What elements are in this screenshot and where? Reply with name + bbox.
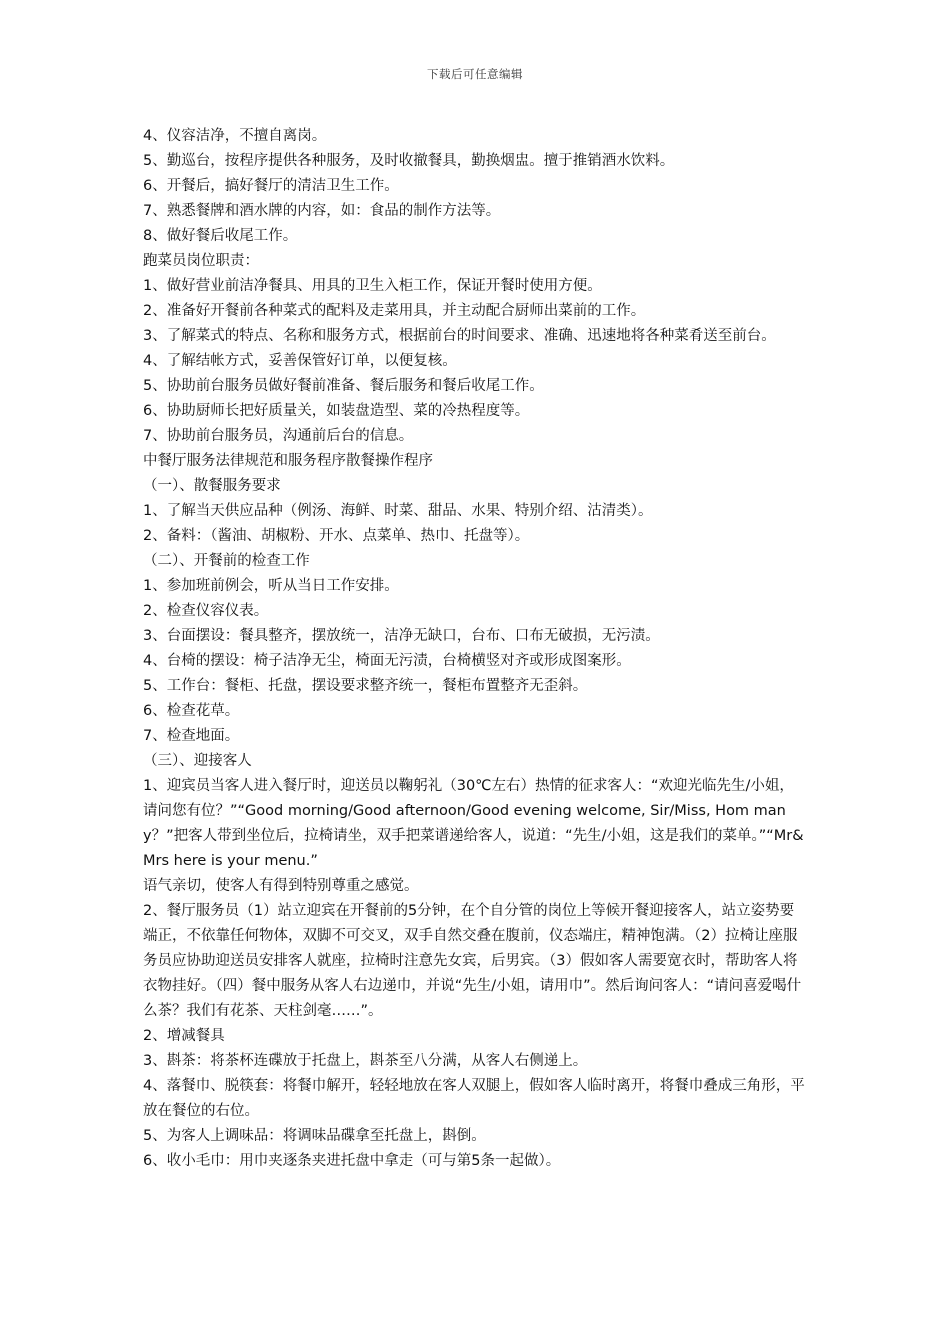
paragraph: 2、备料：（酱油、胡椒粉、开水、点菜单、热巾、托盘等）。: [143, 528, 530, 544]
paragraph: 6、协助厨师长把好质量关，如装盘造型、菜的冷热程度等。: [143, 403, 530, 419]
paragraph: 4、了解结帐方式，妥善保管好订单，以便复核。: [143, 353, 457, 369]
paragraph: 1、做好营业前洁净餐具、用具的卫生入柜工作，保证开餐时使用方便。: [143, 278, 602, 294]
subsection-heading: （三）、迎接客人: [143, 753, 252, 769]
document-body: [143, 124, 807, 1174]
paragraph: 6、收小毛巾：用巾夹逐条夹进托盘中拿走（可与第5条一起做）。: [143, 1153, 561, 1169]
paragraph: 3、斟茶：将茶杯连碟放于托盘上，斟茶至八分满，从客人右侧递上。: [143, 1053, 588, 1069]
paragraph: 7、协助前台服务员，沟通前后台的信息。: [143, 428, 414, 444]
paragraph: 3、了解菜式的特点、名称和服务方式，根据前台的时间要求、准确、迅速地将各种菜肴送至前台。: [143, 328, 776, 344]
subsection-heading: （一）、散餐服务要求: [143, 478, 281, 494]
paragraph: 2、增减餐具: [143, 1028, 225, 1044]
paragraph: 1、参加班前例会，听从当日工作安排。: [143, 578, 399, 594]
paragraph: 2、准备好开餐前各种菜式的配料及走菜用具，并主动配合厨师出菜前的工作。: [143, 303, 646, 319]
paragraph: 8、做好餐后收尾工作。: [143, 228, 298, 244]
paragraph: 5、为客人上调味品：将调味品碟拿至托盘上，斟倒。: [143, 1128, 486, 1144]
paragraph: 语气亲切，使客人有得到特别尊重之感觉。: [143, 878, 419, 894]
paragraph: 6、检查花草。: [143, 703, 240, 719]
subsection-heading: （二）、开餐前的检查工作: [143, 553, 310, 569]
paragraph: 4、台椅的摆设：椅子洁净无尘，椅面无污渍，台椅横竖对齐或形成图案形。: [143, 653, 631, 669]
paragraph: 4、仪容洁净，不擅自离岗。: [143, 128, 327, 144]
paragraph: 5、工作台：餐柜、托盘，摆设要求整齐统一，餐柜布置整齐无歪斜。: [143, 678, 588, 694]
paragraph: 1、了解当天供应品种（例汤、海鲜、时菜、甜品、水果、特别介绍、沽清类）。: [143, 503, 653, 519]
paragraph: 5、勤巡台，按程序提供各种服务，及时收撤餐具，勤换烟盅。擅于推销酒水饮料。: [143, 153, 675, 169]
paragraph: 6、开餐后，搞好餐厅的清洁卫生工作。: [143, 178, 399, 194]
paragraph: 7、检查地面。: [143, 728, 240, 744]
section-heading: 中餐厅服务法律规范和服务程序散餐操作程序: [143, 453, 433, 469]
paragraph: 1、迎宾员当客人进入餐厅时，迎送员以鞠躬礼（30℃左右）热情的征求客人：“欢迎光临先生/小姐，请问您有位？”“Good morning/Good afternoon/Good evening welcome, Sir/Miss, Hom many？”把客人带到坐位后，拉椅请坐，双手把菜谱递给客人，说道：“先生/小姐，这是我们的菜单。”“Mr&Mrs here is your menu.”: [143, 778, 804, 869]
paragraph: 3、台面摆设：餐具整齐，摆放统一，洁净无缺口，台布、口布无破损，无污渍。: [143, 628, 660, 644]
page-header-note: 下载后可任意编辑: [427, 67, 523, 81]
paragraph: 5、协助前台服务员做好餐前准备、餐后服务和餐后收尾工作。: [143, 378, 544, 394]
paragraph: 7、熟悉餐牌和酒水牌的内容，如：食品的制作方法等。: [143, 203, 501, 219]
paragraph: 2、检查仪容仪表。: [143, 603, 269, 619]
section-heading: 跑菜员岗位职责：: [143, 253, 259, 269]
paragraph: 4、落餐巾、脱筷套：将餐巾解开，轻轻地放在客人双腿上，假如客人临时离开，将餐巾叠成三角形，平放在餐位的右位。: [143, 1078, 805, 1119]
paragraph: 2、餐厅服务员（1）站立迎宾在开餐前的5分钟，在个自分管的岗位上等候开餐迎接客人，站立姿势要端正，不依靠任何物体，双脚不可交叉，双手自然交叠在腹前，仪态端庄，精神饱满。（2）拉椅让座服务员应协助迎送员安排客人就座，拉椅时注意先女宾，后男宾。（3）假如客人需要宽衣时，帮助客人将衣物挂好。（四）餐中服务从客人右边递巾，并说“先生/小姐，请用巾”。然后询问客人：“请问喜爱喝什么茶？我们有花茶、天柱剑毫……”。: [143, 903, 802, 1019]
